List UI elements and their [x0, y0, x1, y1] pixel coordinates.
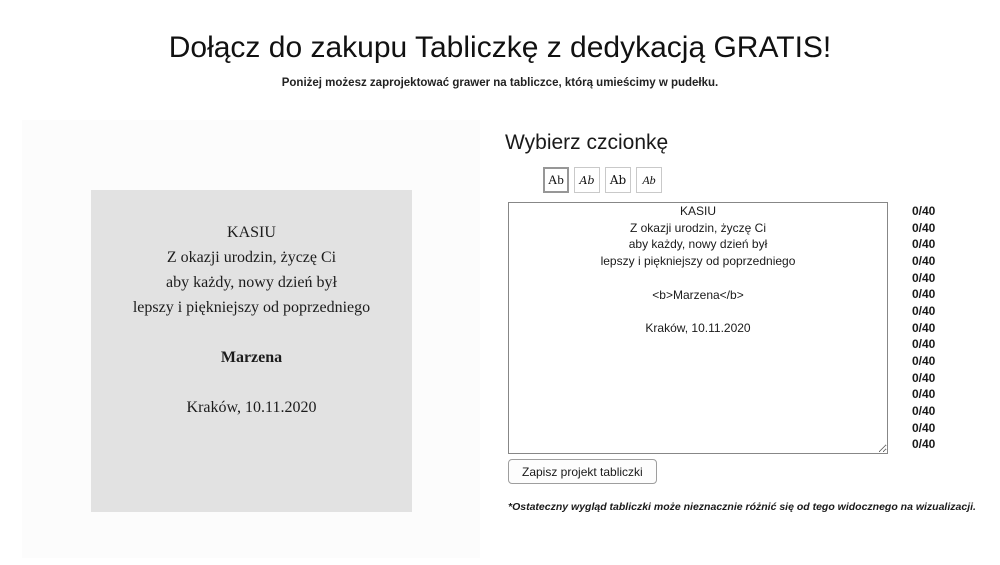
engraving-text-input[interactable] — [508, 202, 888, 454]
char-counter: 0/40 — [912, 303, 936, 318]
plaque-text-line: Kraków, 10.11.2020 — [186, 399, 317, 416]
char-counter: 0/40 — [912, 287, 936, 302]
char-counter: 0/40 — [912, 337, 936, 352]
plaque-text — [91, 220, 412, 420]
char-counter: 0/40 — [912, 387, 936, 402]
disclaimer-note: *Ostateczny wygląd tabliczki może nieznacznie różnić się od tego widocznego na wizualizacji. — [508, 501, 976, 513]
plaque-text-line — [91, 320, 412, 345]
plaque-text-line: lepszy i piękniejszy od poprzedniego — [132, 299, 371, 316]
font-option-script[interactable]: Ab — [574, 167, 600, 193]
font-option-serif-alt[interactable]: Ab — [605, 167, 631, 193]
plaque-text-line: Marzena — [220, 349, 283, 366]
plaque-text-line — [91, 370, 412, 395]
plaque-text-line: aby każdy, nowy dzień był — [166, 274, 337, 291]
char-counter: 0/40 — [912, 420, 936, 435]
page-title: Dołącz do zakupu Tabliczkę z dedykacją GRATIS! — [168, 31, 832, 64]
char-counter: 0/40 — [912, 370, 936, 385]
font-option-italic[interactable]: Ab — [636, 167, 662, 193]
char-counter: 0/40 — [912, 403, 936, 418]
char-counter: 0/40 — [912, 437, 936, 452]
save-design-button[interactable]: Zapisz projekt tabliczki — [508, 459, 657, 484]
char-counter: 0/40 — [912, 320, 936, 335]
char-counter: 0/40 — [912, 353, 936, 368]
font-section-heading: Wybierz czcionkę — [505, 131, 669, 154]
char-counter: 0/40 — [912, 237, 936, 252]
font-selector — [543, 167, 662, 193]
char-counter: 0/40 — [912, 204, 936, 218]
char-counter: 0/40 — [912, 220, 936, 235]
char-counters — [912, 203, 935, 453]
plaque-preview-panel — [22, 120, 480, 558]
plaque-visualization — [91, 190, 412, 512]
plaque-text-line: Z okazji urodzin, życzę Ci — [166, 249, 337, 266]
plaque-text-line: KASIU — [227, 224, 276, 241]
char-counter: 0/40 — [912, 270, 936, 285]
char-counter: 0/40 — [912, 253, 936, 268]
page-subtitle: Poniżej możesz zaprojektować grawer na tabliczce, którą umieścimy w pudełku. — [281, 77, 719, 89]
font-option-serif[interactable]: Ab — [543, 167, 569, 193]
